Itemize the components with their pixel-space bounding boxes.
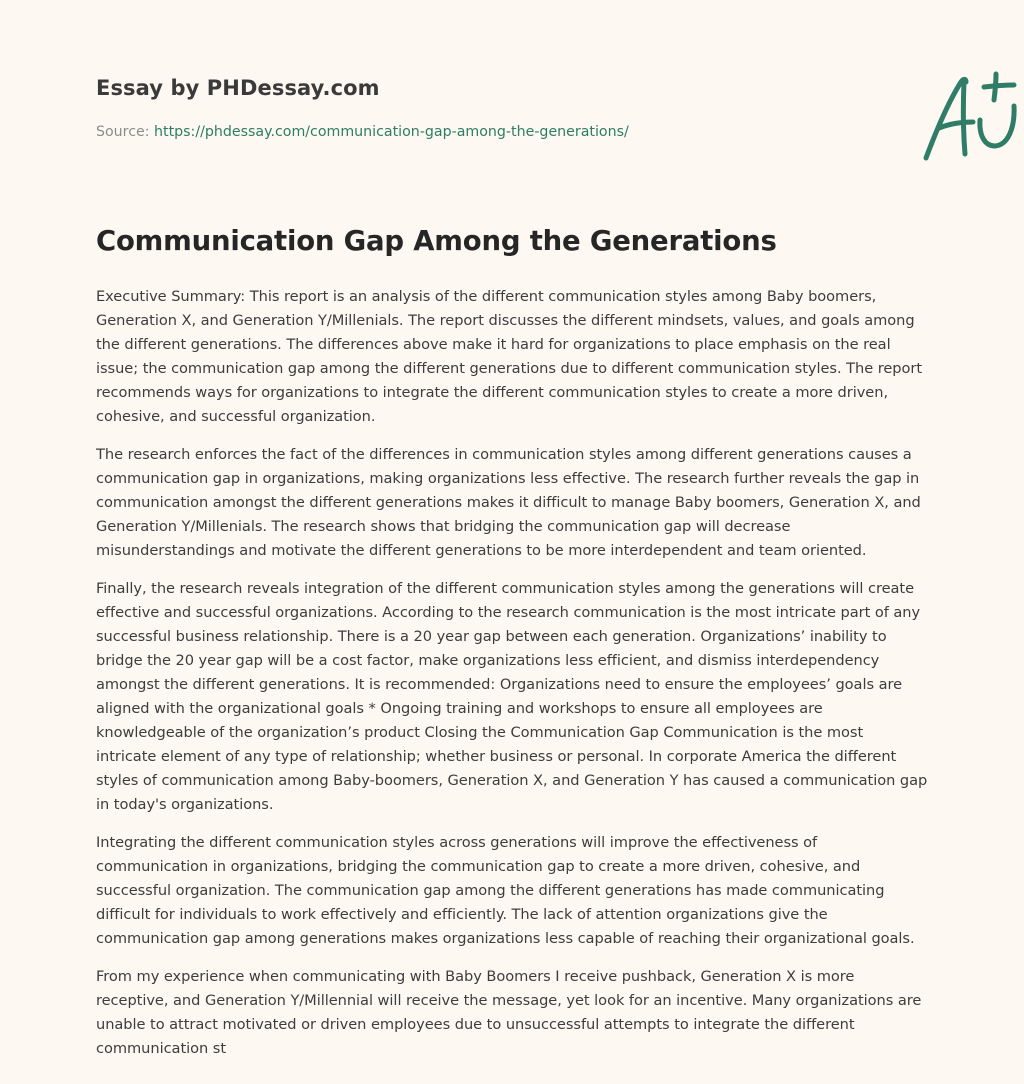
source-link[interactable]: https://phdessay.com/communication-gap-among-the-generations/: [154, 124, 629, 140]
essay-paragraph: Integrating the different communication styles across generations will improve the effectiveness of communication in organizations, bridging the communication gap to create a more driven, cohesive, and successful organization. The communication gap among the different generations has made communicating difficult for individuals to work effectively and efficiently. The lack of attention organizations give the communication gap among generations makes organizations less capable of reaching their organizational goals.: [96, 834, 915, 947]
brand-title: Essay by PHDessay.com: [96, 76, 380, 100]
essay-body: [96, 285, 928, 1075]
essay-paragraph: Finally, the research reveals integration of the different communication styles among the generations will create effective and successful organizations. According to the research communication is the most intricate part of any successful business relationship. There is a 20 year gap between each generation. Organizations’ inability to bridge the 20 year gap will be a cost factor, make organizations less efficient, and dismiss interdependency amongst the different generations. It is recommended: Organizations need to ensure the employees’ goals are aligned with the organizational goals * Ongoing training and workshops to ensure all employees are knowledgeable of the organization’s product Closing the Communication Gap Communication is the most intricate element of any type of relationship; whether business or personal. In corporate America the different styles of communication among Baby-boomers, Generation X, and Generation Y has caused a communication gap in today's organizations.: [96, 580, 928, 813]
essay-paragraph: From my experience when communicating with Baby Boomers I receive pushback, Generation X is more receptive, and Generation Y/Millennial will receive the message, yet look for an incentive. Many organizations are unable to attract motivated or driven employees due to unsuccessful attempts to integrate the different communication st: [96, 968, 922, 1057]
a-plus-logo-icon: [919, 70, 1023, 164]
essay-title: Communication Gap Among the Generations: [96, 225, 777, 257]
source-label: Source:: [96, 124, 150, 140]
essay-paragraph: The research enforces the fact of the differences in communication styles among different generations causes a communication gap in organizations, making organizations less effective. The research further reveals the gap in communication amongst the different generations makes it difficult to manage Baby boomers, Generation X, and Generation Y/Millenials. The research shows that bridging the communication gap will decrease misunderstandings and motivate the different generations to be more interdependent and team oriented.: [96, 446, 921, 559]
source-line: [96, 124, 629, 140]
essay-paragraph: Executive Summary: This report is an analysis of the different communication styles among Baby boomers, Generation X, and Generation Y/Millenials. The report discusses the different mindsets, values, and goals among the different generations. The differences above make it hard for organizations to place emphasis on the real issue; the communication gap among the different generations due to different communication styles. The report recommends ways for organizations to integrate the different communication styles to create a more driven, cohesive, and successful organization.: [96, 288, 923, 425]
